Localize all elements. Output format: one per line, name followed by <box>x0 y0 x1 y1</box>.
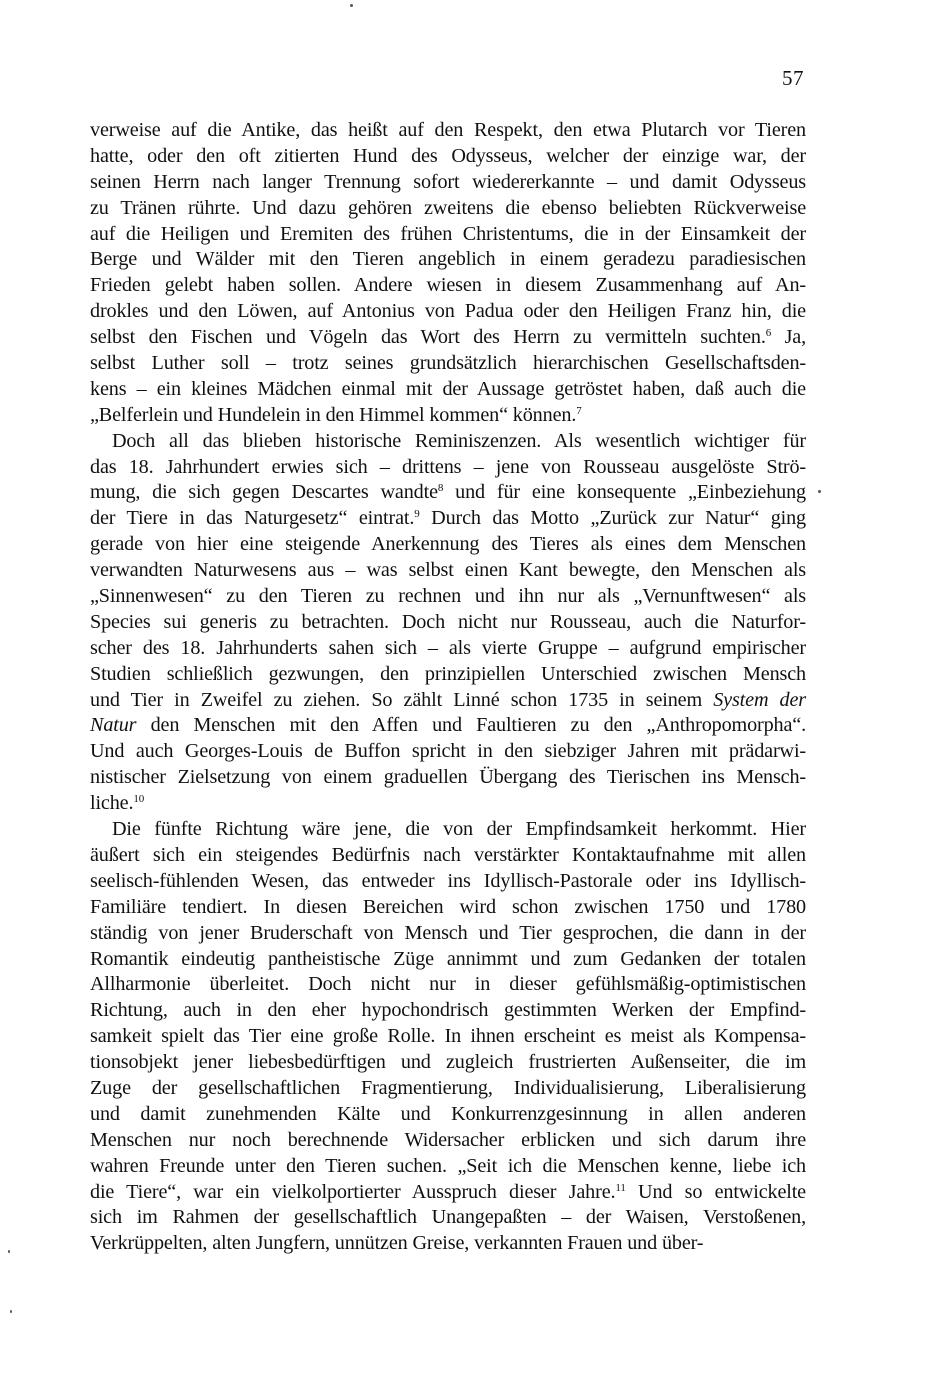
text-line <box>90 584 806 610</box>
text-line <box>90 765 806 791</box>
text-run: zu Tränen rührte. Und dazu gehören zweitens die ebenso beliebten Rückverweise <box>90 196 806 219</box>
text-run: seinen Herrn nach langer Trennung sofort wiedererkannte – und damit Odysseus <box>90 170 806 193</box>
text-run: scher des 18. Jahrhunderts sahen sich – als vierte Gruppe – aufgrund empirischer <box>90 636 806 659</box>
text-line <box>90 791 806 817</box>
paragraph <box>90 118 806 429</box>
text-line <box>90 817 806 843</box>
text-line <box>90 377 806 403</box>
text-run: Romantik eindeutig pantheistische Züge annimmt und zum Gedanken der totalen <box>90 947 806 970</box>
text-run: seelisch-fühlenden Wesen, das entweder ins Idyllisch-Pastorale oder ins Idyllisch- <box>90 869 806 892</box>
text-line <box>90 351 806 377</box>
text-line <box>90 325 806 351</box>
text-run: Studien schließlich gezwungen, den prinzipiellen Unterschied zwischen Mensch <box>90 662 806 685</box>
text-run: hatte, oder den oft zitierten Hund des Odysseus, welcher der einzige war, der <box>90 144 806 167</box>
text-run: Allharmonie überleitet. Doch nicht nur in dieser gefühlsmäßig-optimistischen <box>90 973 806 996</box>
text-run: nistischer Zielsetzung von einem graduellen Übergang des Tierischen ins Mensch- <box>90 766 806 789</box>
text-run: verwandten Naturwesens aus – was selbst einen Kant bewegte, den Menschen als <box>90 559 806 582</box>
text-line <box>90 972 806 998</box>
text-line <box>90 532 806 558</box>
text-run: Zuge der gesellschaftlichen Fragmentierung, Individualisierung, Liberalisierung <box>90 1076 806 1099</box>
text-run: „Sinnenwesen“ zu den Tieren zu rechnen und ihn nur als „Vernunftwesen“ als <box>90 585 806 608</box>
text-run: tionsobjekt jener liebesbedürftigen und zugleich frustrierten Außenseiter, die im <box>90 1051 806 1074</box>
text-run: und für eine konsequente „Einbeziehung <box>443 481 806 504</box>
text-line <box>90 196 806 222</box>
text-line <box>90 895 806 921</box>
scan-speck <box>818 490 821 493</box>
paragraph <box>90 429 806 817</box>
text-line <box>90 273 806 299</box>
text-run: kens – ein kleines Mädchen einmal mit der Aussage getröstet haben, daß auch die <box>90 377 806 400</box>
text-run: liche. <box>90 792 134 815</box>
text-line <box>90 247 806 273</box>
footnote-marker: 10 <box>133 793 145 806</box>
text-line <box>90 558 806 584</box>
body-text <box>90 118 806 1257</box>
text-run: Species sui generis zu betrachten. Doch nicht nur Rousseau, auch die Naturfor- <box>90 610 806 633</box>
text-run: drokles und den Löwen, auf Antonius von Padua oder den Heiligen Franz hin, die <box>90 300 806 323</box>
text-run: die Tiere“, war ein vielkolportierter Ausspruch dieser Jahre. <box>90 1180 616 1203</box>
text-run: selbst den Fischen und Vögeln das Wort des Herrn zu vermitteln suchten. <box>90 326 766 349</box>
text-run: verweise auf die Antike, das heißt auf den Respekt, den etwa Plutarch vor Tieren <box>90 119 806 141</box>
text-run: den Menschen mit den Affen und Faultieren zu den „Anthropomorpha“. <box>136 714 806 737</box>
text-run: Und so entwickelte <box>625 1180 806 1203</box>
scan-speck <box>350 4 353 7</box>
text-line <box>90 688 806 714</box>
italic-text: System der <box>713 688 807 711</box>
text-run: wahren Freunde unter den Tieren suchen. „Seit ich die Menschen kenne, liebe ich <box>90 1154 806 1177</box>
text-line <box>90 1076 806 1102</box>
text-line <box>90 947 806 973</box>
italic-text: Natur <box>90 714 137 737</box>
text-run: Frieden gelebt haben sollen. Andere wiesen in diesem Zusammenhang auf An- <box>90 274 806 297</box>
text-run: sich im Rahmen der gesellschaftlich Unangepaßten – der Waisen, Verstoßenen, <box>90 1206 806 1229</box>
text-run: Familiäre tendiert. In diesen Bereichen wird schon zwischen 1750 und 1780 <box>90 895 806 918</box>
footnote-marker: 9 <box>414 508 420 521</box>
text-line <box>90 1024 806 1050</box>
text-line <box>90 1205 806 1231</box>
text-line <box>90 1231 806 1257</box>
text-run: ständig von jener Bruderschaft von Mensch und Tier gesprochen, die dann in der <box>90 921 806 944</box>
text-run: Menschen nur noch berechnende Widersacher erblicken und sich darum ihre <box>90 1128 806 1151</box>
paragraph <box>90 817 806 1257</box>
text-run: äußert sich ein steigendes Bedürfnis nach verstärkter Kontaktaufnahme mit allen <box>90 843 806 866</box>
text-line <box>90 506 806 532</box>
text-line <box>90 713 806 739</box>
text-run: auf die Heiligen und Eremiten des frühen Christentums, die in der Einsamkeit der <box>90 222 806 245</box>
text-line <box>90 118 806 144</box>
text-run: Doch all das blieben historische Reminiszenzen. Als wesentlich wichtiger für <box>112 429 806 452</box>
footnote-marker: 11 <box>615 1181 626 1194</box>
text-line <box>90 1180 806 1206</box>
text-line <box>90 455 806 481</box>
text-run: das 18. Jahrhundert erwies sich – drittens – jene von Rousseau ausgelöste Strö- <box>90 455 806 478</box>
text-run: selbst Luther soll – trotz seines grundsätzlich hierarchischen Gesellschaftsden- <box>90 352 806 375</box>
text-run: Berge und Wälder mit den Tieren angeblich in einem geradezu paradiesischen <box>90 248 806 271</box>
text-run: Richtung, auch in den eher hypochondrisch gestimmten Werken der Empfind- <box>90 999 806 1022</box>
text-run: „Belferlein und Hundelein in den Himmel kommen“ können. <box>90 403 577 426</box>
footnote-marker: 7 <box>576 404 582 417</box>
text-line <box>90 144 806 170</box>
text-run: gerade von hier eine steigende Anerkennung des Tieres als eines dem Menschen <box>90 533 806 556</box>
footnote-marker: 6 <box>765 327 772 340</box>
text-run: Ja, <box>771 326 806 349</box>
text-line <box>90 403 806 429</box>
text-run: und Tier in Zweifel zu ziehen. So zählt Linné schon 1735 in seinem <box>90 688 714 711</box>
footnote-marker: 8 <box>437 482 444 495</box>
text-run: und damit zunehmenden Kälte und Konkurrenzgesinnung in allen anderen <box>90 1102 806 1125</box>
text-run: der Tiere in das Naturgesetz“ eintrat. <box>90 507 415 530</box>
text-line <box>90 222 806 248</box>
text-run: Verkrüppelten, alten Jungfern, unnützen Greise, verkannten Frauen und über- <box>90 1232 704 1255</box>
text-run: mung, die sich gegen Descartes wandte <box>90 481 438 504</box>
text-line <box>90 1102 806 1128</box>
text-run: samkeit spielt das Tier eine große Rolle. In ihnen erscheint es meist als Kompensa- <box>90 1025 806 1048</box>
text-run: Und auch Georges-Louis de Buffon spricht in den siebziger Jahren mit prädarwi- <box>90 740 806 763</box>
text-run: Die fünfte Richtung wäre jene, die von der Empfindsamkeit herkommt. Hier <box>112 818 806 841</box>
text-line <box>90 869 806 895</box>
text-line <box>90 480 806 506</box>
text-line <box>90 636 806 662</box>
text-line <box>90 610 806 636</box>
text-line <box>90 299 806 325</box>
text-run: Durch das Motto „Zurück zur Natur“ ging <box>419 507 806 530</box>
scan-speck <box>10 1310 12 1313</box>
text-line <box>90 1050 806 1076</box>
text-line <box>90 1154 806 1180</box>
text-line <box>90 1128 806 1154</box>
page-number: 57 <box>782 66 804 90</box>
text-line <box>90 921 806 947</box>
text-line <box>90 170 806 196</box>
text-line <box>90 843 806 869</box>
text-line <box>90 429 806 455</box>
scan-speck <box>8 1250 10 1253</box>
text-line <box>90 998 806 1024</box>
text-line <box>90 739 806 765</box>
text-line <box>90 662 806 688</box>
